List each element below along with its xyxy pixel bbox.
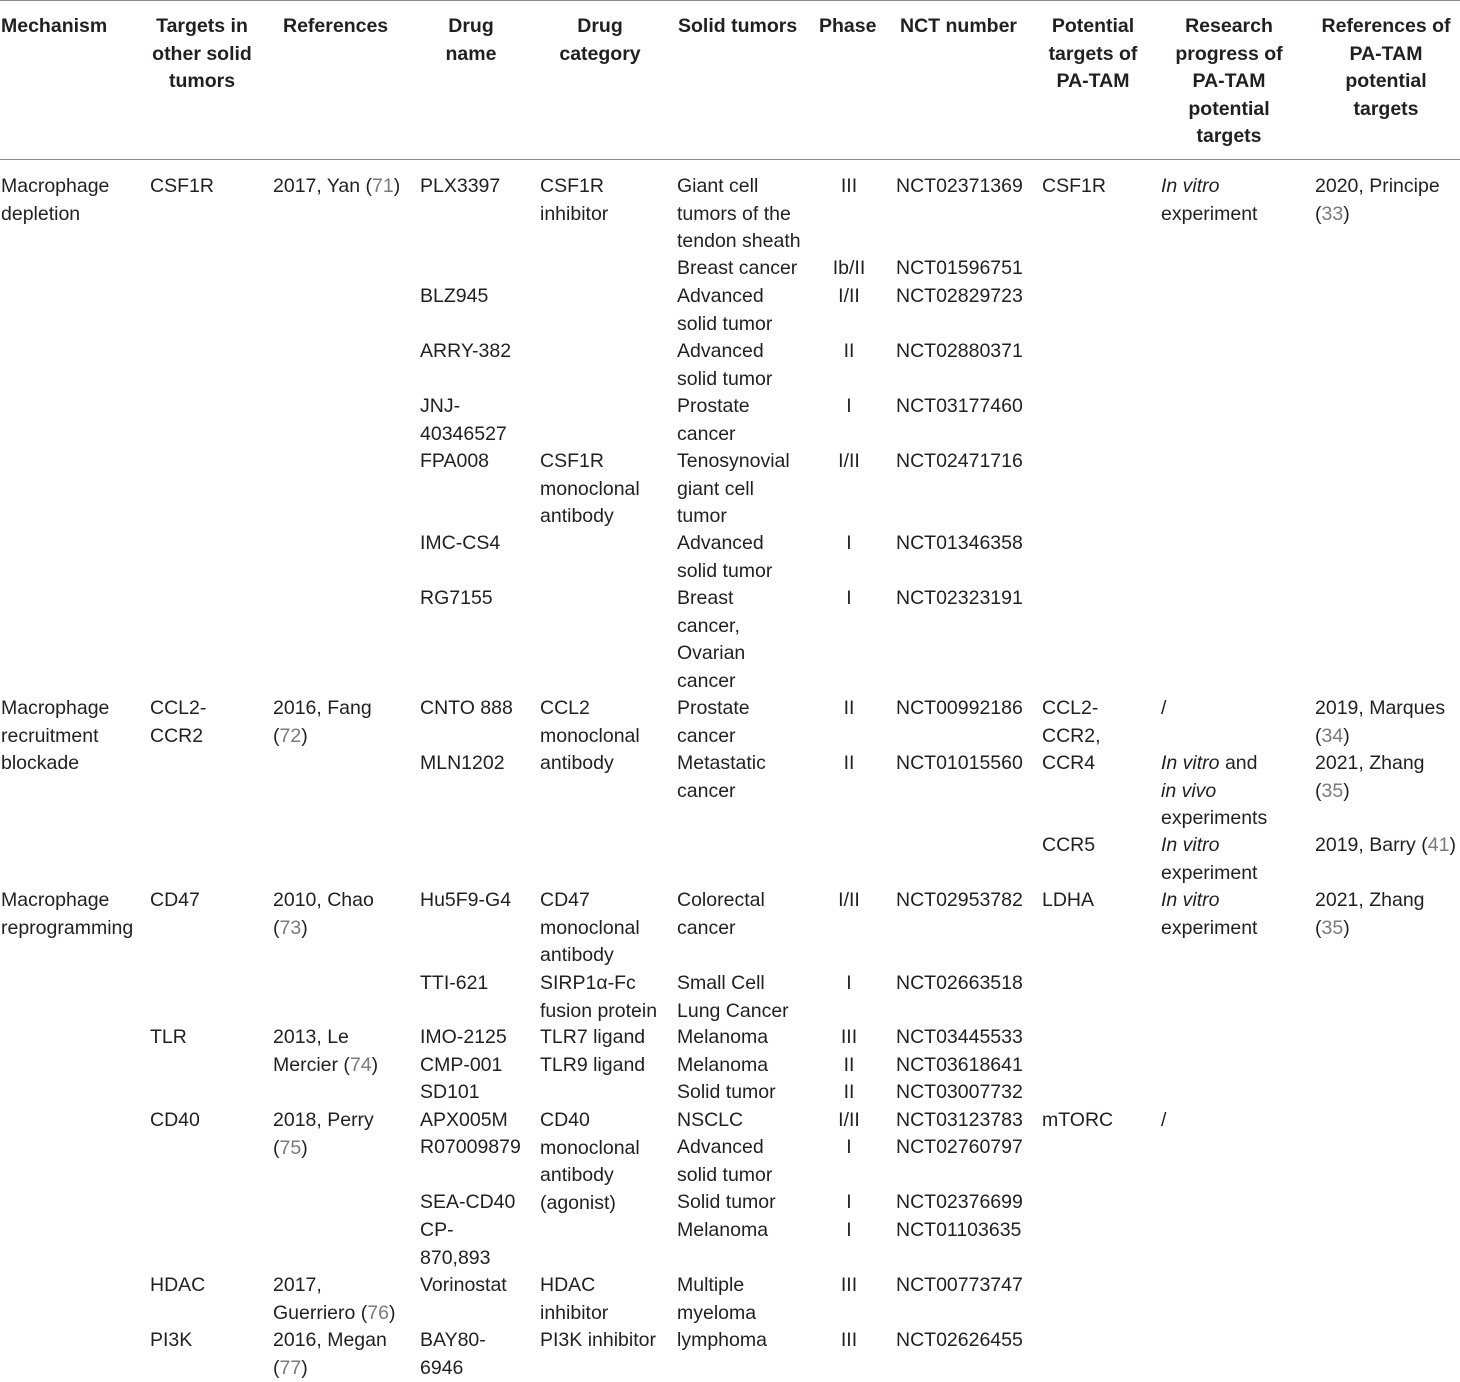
drug-rg7155: RG7155	[420, 587, 493, 609]
potential-target-mtorc: mTORC	[1042, 1109, 1114, 1131]
nct-number: NCT03123783	[896, 1109, 1023, 1131]
progress-ldha: In vitro experiment	[1161, 889, 1258, 939]
drug-imc-cs4: IMC-CS4	[420, 532, 501, 554]
citation-link[interactable]: 75	[279, 1136, 302, 1159]
category-sirp-fusion: SIRP1α-Fc fusion protein	[540, 972, 658, 1022]
nct-number: NCT01015560	[896, 752, 1023, 774]
phase-cell: II	[843, 1081, 855, 1103]
citation-link[interactable]: 35	[1321, 916, 1344, 939]
phase-cell: II	[843, 1054, 855, 1076]
mechanism-recruitment: Macrophage recruitment blockade	[1, 697, 110, 774]
drug-arry-382: ARRY-382	[420, 340, 512, 362]
tumor-nsclc: NSCLC	[677, 1109, 744, 1131]
progress-csf1r: In vitro experiment	[1161, 175, 1258, 225]
nct-number: NCT00992186	[896, 697, 1023, 719]
header-references: References	[283, 15, 389, 37]
pa-tam-ref-marques: 2019, Marques (34)	[1315, 697, 1446, 747]
progress-ccr4: In vitro and in vivo experiments	[1161, 752, 1268, 829]
drug-imo-2125: IMO-2125	[420, 1026, 507, 1048]
header-phase: Phase	[819, 15, 877, 37]
potential-target-ccr5: CCR5	[1042, 834, 1096, 856]
category-tlr7-ligand: TLR7 ligand	[540, 1026, 646, 1048]
header-potential-targets: Potential targets of PA-TAM	[1048, 15, 1138, 92]
target-pi3k: PI3K	[150, 1329, 193, 1351]
category-hdac-inhibitor: HDAC inhibitor	[540, 1274, 609, 1324]
tumor-advanced-3: Advanced solid tumor	[677, 532, 773, 582]
drug-cnto-888: CNTO 888	[420, 697, 513, 719]
potential-target-ccr4: CCR4	[1042, 752, 1096, 774]
nct-number: NCT02371369	[896, 175, 1023, 197]
tumor-prostate-1: Prostate cancer	[677, 395, 750, 445]
drug-jnj: JNJ- 40346527	[420, 395, 507, 445]
citation-link[interactable]: 71	[372, 175, 394, 197]
tumor-gct: Giant cell tumors of the tendon sheath	[677, 175, 801, 252]
pa-tam-ref-zhang-1: 2021, Zhang (35)	[1315, 752, 1425, 802]
target-cd40: CD40	[150, 1109, 200, 1131]
phase-cell: I	[846, 1136, 852, 1158]
phase-cell: III	[840, 1026, 858, 1048]
potential-target-ldha: LDHA	[1042, 889, 1095, 911]
tumor-solid-2: Solid tumor	[677, 1191, 776, 1213]
drug-bay80-6946: BAY80- 6946	[420, 1329, 486, 1379]
citation-link[interactable]: 33	[1321, 202, 1344, 225]
citation-link[interactable]: 74	[349, 1053, 372, 1076]
tumor-myeloma: Multiple myeloma	[677, 1274, 757, 1324]
potential-target-csf1r: CSF1R	[1042, 175, 1106, 197]
reference-perry: 2018, Perry (75)	[273, 1109, 374, 1159]
phase-cell: I/II	[838, 889, 860, 911]
table-top-rule	[0, 0, 1460, 1]
citation-link[interactable]: 76	[367, 1301, 389, 1324]
mechanism-depletion: Macrophage depletion	[1, 175, 110, 225]
tumor-colorectal: Colorectal cancer	[677, 889, 765, 939]
drug-r07009879: R07009879	[420, 1136, 521, 1158]
nct-number: NCT01346358	[896, 532, 1023, 554]
header-drug-name: Drug name	[445, 15, 497, 65]
tumor-sclc: Small Cell Lung Cancer	[677, 972, 789, 1022]
nct-number: NCT02471716	[896, 450, 1023, 472]
tumor-lymphoma: lymphoma	[677, 1329, 767, 1351]
phase-cell: I/II	[838, 1109, 860, 1131]
nct-number: NCT03177460	[896, 395, 1023, 417]
citation-link[interactable]: 73	[279, 916, 302, 939]
tumor-prostate-2: Prostate cancer	[677, 697, 750, 747]
tumor-advanced-2: Advanced solid tumor	[677, 340, 773, 390]
category-csf1r-inhibitor: CSF1R inhibitor	[540, 175, 609, 225]
nct-number: NCT02323191	[896, 587, 1023, 609]
phase-cell: I/II	[838, 285, 860, 307]
target-hdac: HDAC	[150, 1274, 206, 1296]
phase-cell: I	[846, 587, 852, 609]
tumor-melanoma-3: Melanoma	[677, 1219, 769, 1241]
category-cd47-mab: CD47 monoclonal antibody	[540, 889, 640, 966]
pa-tam-ref-zhang-2: 2021, Zhang (35)	[1315, 889, 1425, 939]
citation-link[interactable]: 35	[1321, 779, 1344, 802]
nct-number: NCT00773747	[896, 1274, 1023, 1296]
phase-cell: Ib/II	[832, 257, 866, 279]
tumor-advanced-1: Advanced solid tumor	[677, 285, 773, 335]
reference-fang: 2016, Fang (72)	[273, 697, 372, 747]
progress-ccr5: In vitro experiment	[1161, 834, 1258, 884]
pa-tam-ref-principe: 2020, Principe (33)	[1315, 175, 1440, 225]
header-targets: Targets in other solid tumors	[152, 15, 252, 92]
phase-cell: III	[840, 1329, 858, 1351]
progress-mtorc: /	[1161, 1109, 1167, 1131]
tumor-solid-1: Solid tumor	[677, 1081, 776, 1103]
phase-cell: I	[846, 395, 852, 417]
drug-fpa008: FPA008	[420, 450, 490, 472]
category-cd40-mab: CD40 monoclonal antibody (agonist)	[540, 1109, 640, 1214]
header-references-pa-tam: References of PA-TAM potential targets	[1321, 15, 1451, 120]
phase-cell: III	[840, 1274, 858, 1296]
phase-cell: I	[846, 1219, 852, 1241]
target-ccl2-ccr2: CCL2- CCR2	[150, 697, 207, 747]
phase-cell: II	[843, 697, 855, 719]
nct-number: NCT03618641	[896, 1054, 1023, 1076]
reference-le-mercier: 2013, Le Mercier (74)	[273, 1026, 379, 1076]
drug-plx3397: PLX3397	[420, 175, 501, 197]
category-csf1r-mab: CSF1R monoclonal antibody	[540, 450, 640, 527]
reference-chao: 2010, Chao (73)	[273, 889, 374, 939]
tumor-breast-ovarian: Breast cancer, Ovarian cancer	[677, 587, 746, 692]
nct-number: NCT02376699	[896, 1191, 1023, 1213]
target-tlr: TLR	[150, 1026, 187, 1048]
nct-number: NCT02953782	[896, 889, 1023, 911]
phase-cell: I	[846, 972, 852, 994]
drug-cmp-001: CMP-001	[420, 1054, 503, 1076]
target-csf1r: CSF1R	[150, 175, 214, 197]
nct-number: NCT01103635	[896, 1219, 1022, 1241]
potential-target-ccl2-ccr2: CCL2- CCR2,	[1042, 697, 1101, 747]
tumor-melanoma-1: Melanoma	[677, 1026, 769, 1048]
category-tlr9-ligand: TLR9 ligand	[540, 1054, 646, 1076]
header-research-progress: Research progress of PA-TAM potential targets	[1175, 15, 1283, 147]
target-cd47: CD47	[150, 889, 200, 911]
nct-number: NCT03445533	[896, 1026, 1023, 1048]
pa-tam-ref-barry: 2019, Barry (41)	[1315, 834, 1456, 856]
header-solid-tumors: Solid tumors	[678, 15, 798, 37]
nct-number: NCT03007732	[896, 1081, 1023, 1103]
tumor-tgct: Tenosynovial giant cell tumor	[677, 450, 790, 527]
drug-apx005m: APX005M	[420, 1109, 508, 1131]
citation-link[interactable]: 77	[279, 1356, 302, 1379]
nct-number: NCT01596751	[896, 257, 1023, 279]
tumor-melanoma-2: Melanoma	[677, 1054, 769, 1076]
mechanism-reprogramming: Macrophage reprogramming	[1, 889, 134, 939]
header-bottom-rule	[0, 159, 1460, 160]
drug-blz945: BLZ945	[420, 285, 489, 307]
tumor-metastatic: Metastatic cancer	[677, 752, 766, 802]
drug-hu5f9-g4: Hu5F9-G4	[420, 889, 512, 911]
drug-vorinostat: Vorinostat	[420, 1274, 507, 1296]
header-drug-category: Drug category	[559, 15, 641, 65]
phase-cell: I	[846, 532, 852, 554]
category-ccl2-mab: CCL2 monoclonal antibody	[540, 697, 640, 774]
citation-link[interactable]: 41	[1427, 834, 1450, 856]
phase-cell: III	[840, 175, 858, 197]
tumor-advanced-4: Advanced solid tumor	[677, 1136, 773, 1186]
drug-sd101: SD101	[420, 1081, 480, 1103]
nct-number: NCT02626455	[896, 1329, 1023, 1351]
drug-cp-870893: CP- 870,893	[420, 1219, 491, 1269]
tumor-breast: Breast cancer	[677, 257, 798, 279]
nct-number: NCT02663518	[896, 972, 1023, 994]
phase-cell: II	[843, 340, 855, 362]
header-mechanism: Mechanism	[1, 15, 108, 37]
nct-number: NCT02880371	[896, 340, 1023, 362]
nct-number: NCT02829723	[896, 285, 1023, 307]
phase-cell: I	[846, 1191, 852, 1213]
drug-sea-cd40: SEA-CD40	[420, 1191, 516, 1213]
nct-number: NCT02760797	[896, 1136, 1023, 1158]
reference-megan: 2016, Megan (77)	[273, 1329, 387, 1379]
progress-ccl2: /	[1161, 697, 1167, 719]
phase-cell: II	[843, 752, 855, 774]
header-nct-number: NCT number	[900, 15, 1017, 37]
phase-cell: I/II	[838, 450, 860, 472]
category-pi3k-inhibitor: PI3K inhibitor	[540, 1329, 656, 1351]
citation-link[interactable]: 72	[279, 724, 302, 747]
drug-mln1202: MLN1202	[420, 752, 505, 774]
drug-tti-621: TTI-621	[420, 972, 489, 994]
reference-guerriero: 2017, Guerriero (76)	[273, 1274, 396, 1324]
reference-yan: 2017, Yan (71)	[273, 175, 401, 197]
citation-link[interactable]: 34	[1321, 724, 1344, 747]
